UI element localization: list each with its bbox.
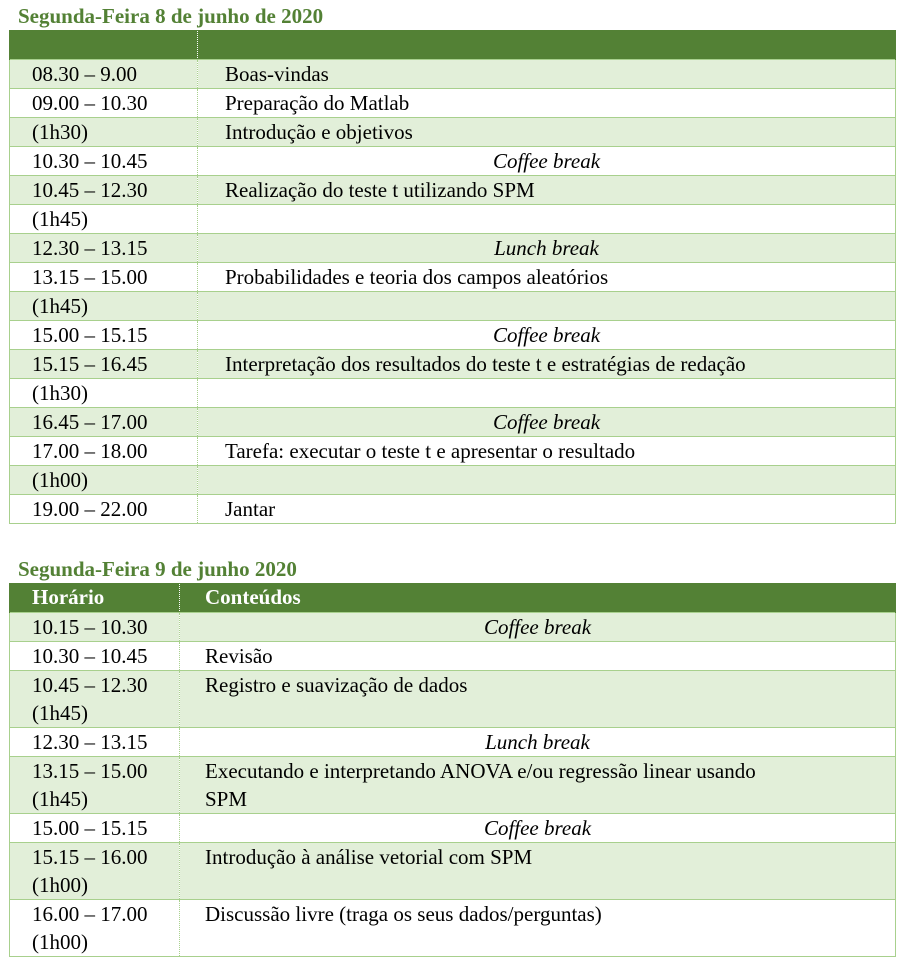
time-cell: 10.30 – 10.45 [10, 146, 198, 175]
time-line: 16.00 – 17.00 [32, 901, 148, 926]
content-cell [198, 291, 896, 320]
day2-title: Segunda-Feira 9 de junho 2020 [18, 557, 297, 581]
table-row [10, 465, 896, 494]
time-line: 15.15 – 16.00 [32, 844, 148, 869]
content-cell: Boas-vindas [198, 59, 896, 88]
content-line: Lunch break [485, 729, 590, 754]
time-cell: (1h45) [10, 204, 198, 233]
time-cell: (1h30) [10, 378, 198, 407]
day1-schedule-body [10, 59, 896, 523]
content-line: Coffee break [483, 815, 592, 840]
table-row [10, 407, 896, 436]
content-line: Introdução à análise vetorial com SPM [205, 844, 533, 869]
content-line: Discussão livre (traga os seus dados/perguntas) [205, 901, 602, 926]
time-cell: 17.00 – 18.00 [10, 436, 198, 465]
content-cell [180, 899, 896, 956]
time-cell [10, 641, 180, 670]
table-row [10, 641, 896, 670]
day1-header-content [198, 30, 896, 59]
time-cell: 12.30 – 13.15 [10, 233, 198, 262]
content-line: SPM [205, 786, 248, 811]
time-line: 10.45 – 12.30 [32, 672, 148, 697]
table-row [10, 899, 896, 956]
time-cell [10, 612, 180, 641]
content-cell [198, 378, 896, 407]
time-cell: 08.30 – 9.00 [10, 59, 198, 88]
table-row [10, 494, 896, 523]
table-row [10, 175, 896, 204]
table-row [10, 436, 896, 465]
time-line: 15.00 – 15.15 [32, 815, 148, 840]
table-row [10, 262, 896, 291]
day1-schedule-table [9, 30, 896, 524]
time-line: 10.30 – 10.45 [32, 643, 148, 668]
time-line: 13.15 – 15.00 [32, 758, 148, 783]
time-cell [10, 813, 180, 842]
content-cell [180, 641, 896, 670]
break-cell: Coffee break [198, 146, 896, 175]
break-cell: Lunch break [198, 233, 896, 262]
day1-title: Segunda-Feira 8 de junho de 2020 [18, 4, 324, 28]
content-cell [198, 204, 896, 233]
content-cell: Jantar [198, 494, 896, 523]
time-cell: 15.15 – 16.45 [10, 349, 198, 378]
content-line: Coffee break [483, 614, 592, 639]
time-cell [10, 756, 180, 813]
table-row [10, 813, 896, 842]
day2-header-content: Conteúdos [180, 583, 896, 612]
content-line: Executando e interpretando ANOVA e/ou regressão linear usando [205, 758, 756, 783]
time-cell [10, 727, 180, 756]
time-line: 12.30 – 13.15 [32, 729, 148, 754]
time-line: (1h45) [32, 700, 88, 725]
content-cell: Preparação do Matlab [198, 88, 896, 117]
day2-schedule-table [9, 583, 896, 957]
table-row [10, 842, 896, 899]
break-cell [180, 727, 896, 756]
time-cell: 15.00 – 15.15 [10, 320, 198, 349]
table-row [10, 59, 896, 88]
table-row [10, 727, 896, 756]
content-cell: Tarefa: executar o teste t e apresentar o resultado [198, 436, 896, 465]
time-cell: (1h00) [10, 465, 198, 494]
table-row [10, 349, 896, 378]
time-cell: 09.00 – 10.30 [10, 88, 198, 117]
break-cell: Coffee break [198, 407, 896, 436]
time-line: (1h45) [32, 786, 88, 811]
time-cell: (1h30) [10, 117, 198, 146]
content-cell [180, 756, 896, 813]
break-cell [180, 813, 896, 842]
time-cell: (1h45) [10, 291, 198, 320]
table-row [10, 378, 896, 407]
time-cell [10, 842, 180, 899]
content-cell: Interpretação dos resultados do teste t e estratégias de redação [198, 349, 896, 378]
day2-schedule-body [10, 612, 896, 956]
break-cell: Coffee break [198, 320, 896, 349]
content-cell: Realização do teste t utilizando SPM [198, 175, 896, 204]
time-cell: 19.00 – 22.00 [10, 494, 198, 523]
time-cell: 16.45 – 17.00 [10, 407, 198, 436]
content-cell: Introdução e objetivos [198, 117, 896, 146]
time-cell [10, 899, 180, 956]
table-row [10, 88, 896, 117]
day1-header-time [10, 30, 198, 59]
table-row [10, 146, 896, 175]
content-cell: Probabilidades e teoria dos campos aleatórios [198, 262, 896, 291]
content-line: Revisão [205, 643, 273, 668]
table-row [10, 117, 896, 146]
content-cell [180, 842, 896, 899]
time-cell: 10.45 – 12.30 [10, 175, 198, 204]
time-line: 10.15 – 10.30 [32, 614, 148, 639]
content-line: Registro e suavização de dados [205, 672, 468, 697]
table-row [10, 612, 896, 641]
time-cell: 13.15 – 15.00 [10, 262, 198, 291]
table-row [10, 320, 896, 349]
table-row [10, 670, 896, 727]
break-cell [180, 612, 896, 641]
content-cell [198, 465, 896, 494]
content-cell [180, 670, 896, 727]
table-row [10, 204, 896, 233]
table-row [10, 291, 896, 320]
table-row [10, 756, 896, 813]
time-line: (1h00) [32, 872, 88, 897]
table-row [10, 233, 896, 262]
day2-header-time: Horário [10, 583, 180, 612]
time-cell [10, 670, 180, 727]
time-line: (1h00) [32, 929, 88, 954]
